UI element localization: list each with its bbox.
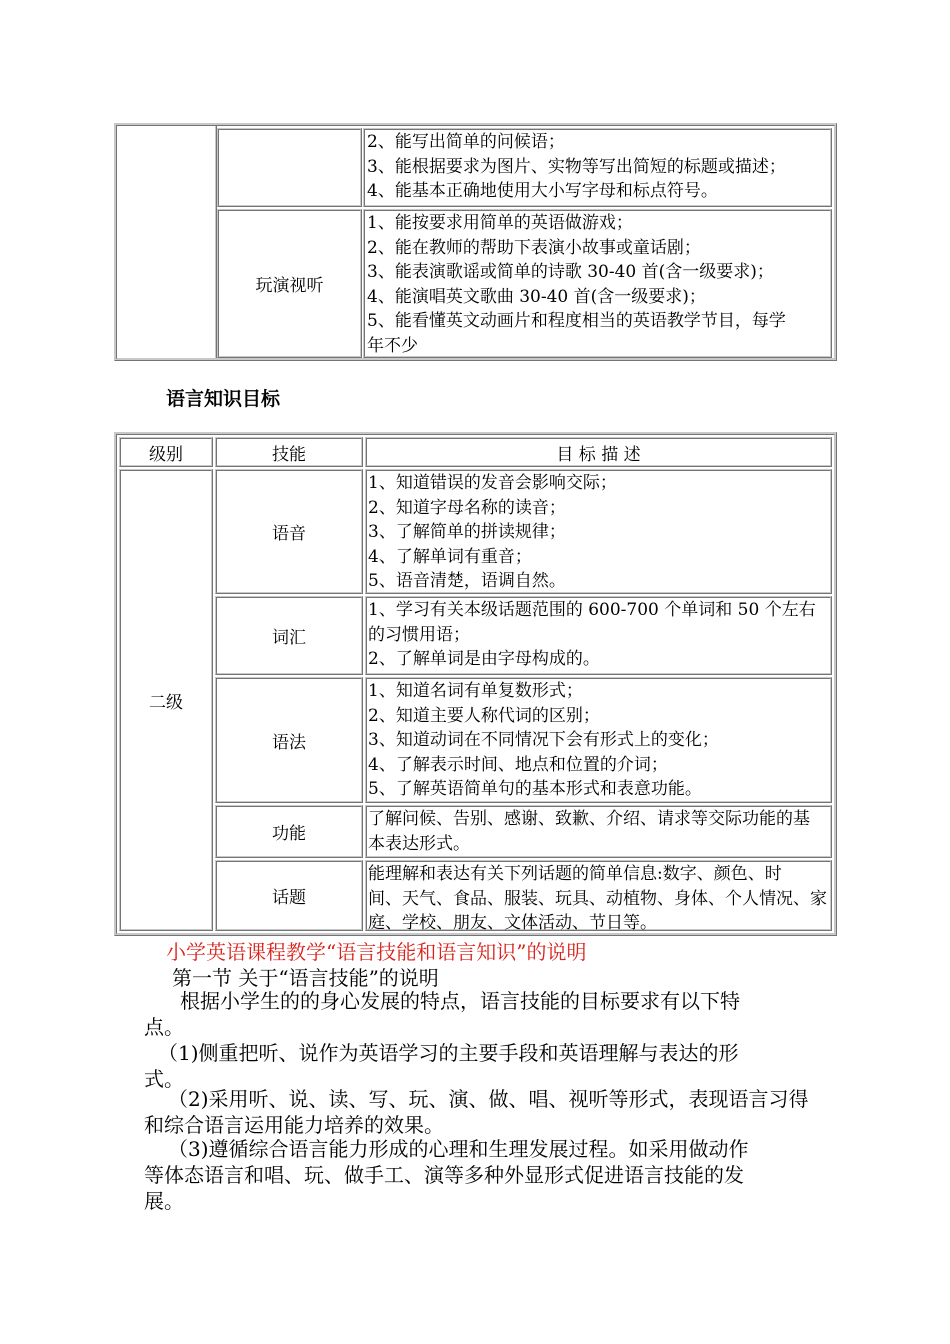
desc-cell-play-act: [363, 209, 832, 358]
language-knowledge-table: [114, 432, 837, 936]
skill-cell-grammar: 语法: [215, 677, 363, 803]
paragraph-point-1: [144, 1040, 810, 1092]
desc-line: 4、能演唱英文歌曲 30-40 首(含一级要求)；: [367, 286, 706, 307]
paragraph-line: 展。: [144, 1189, 184, 1213]
skill-cell-pronunciation: 语音: [215, 469, 363, 594]
level-cell: 二级: [119, 469, 213, 931]
desc-line: 2、知道字母名称的读音；: [368, 497, 566, 518]
desc-line: 1、学习有关本级话题范围的 600-700 个单词和 50 个左右: [368, 600, 816, 620]
desc-line: 2、知道主要人称代词的区别；: [368, 705, 600, 726]
paragraph-line: 等体态语言和唱、玩、做手工、演等多种外显形式促进语言技能的发: [144, 1163, 744, 1187]
desc-line: 3、了解简单的拼读规律；: [368, 522, 566, 542]
desc-line: 2、能写出简单的问候语；: [367, 132, 565, 152]
paragraph-line: （2)采用听、说、读、写、玩、演、做、唱、视听等形式，表现语言习得: [168, 1087, 809, 1111]
desc-cell-topics: [365, 860, 832, 931]
paragraph-line: 点。: [144, 1015, 184, 1039]
skill-cell-play-act: 玩演视听: [217, 209, 362, 358]
desc-line: 3、知道动词在不同情况下会有形式上的变化；: [368, 730, 719, 750]
level-cell: [117, 126, 217, 358]
desc-line: 了解问候、告别、感谢、致歉、介绍、请求等交际功能的基: [368, 809, 810, 829]
skill-cell-writing: [217, 128, 362, 207]
red-section-title: 小学英语课程教学“语言技能和语言知识”的说明: [166, 940, 587, 964]
desc-line: 5、了解英语简单句的基本形式和表意功能。: [368, 779, 702, 799]
desc-line: 1、知道错误的发音会影响交际；: [368, 473, 617, 493]
desc-line: 4、了解单词有重音；: [368, 546, 532, 567]
desc-line: 4、了解表示时间、地点和位置的介词；: [368, 754, 668, 775]
desc-line: 本表达形式。: [368, 833, 470, 854]
skill-cell-function: 功能: [215, 805, 363, 858]
desc-cell-vocabulary: [365, 596, 832, 675]
desc-line: 5、语音清楚，语调自然。: [368, 571, 566, 591]
skill-cell-topics: 话题: [215, 860, 363, 931]
desc-cell-pronunciation: [365, 469, 832, 594]
paragraph-line: （3)遵循综合语言能力形成的心理和生理发展过程。如采用做动作: [168, 1137, 749, 1161]
section-heading: 语言知识目标: [166, 388, 281, 410]
desc-line: 的习惯用语；: [368, 624, 470, 645]
header-skill: 技能: [215, 437, 363, 467]
desc-cell-writing: [363, 128, 832, 207]
section-subtitle: 第一节 关于“语言技能”的说明: [172, 966, 439, 990]
desc-line: 2、能在教师的帮助下表演小故事或童话剧；: [367, 237, 701, 258]
paragraph-line: 和综合语言运用能力培养的效果。: [144, 1113, 444, 1137]
desc-line: 5、能看懂英文动画片和程度相当的英语教学节目，每学: [367, 311, 786, 331]
paragraph-point-3: [144, 1136, 810, 1214]
desc-line: 4、能基本正确地使用大小写字母和标点符号。: [367, 181, 718, 201]
desc-line: 1、知道名词有单复数形式；: [368, 681, 583, 701]
desc-line: 能理解和表达有关下列话题的简单信息:数字、颜色、时: [368, 864, 782, 884]
desc-line: 2、了解单词是由字母构成的。: [368, 649, 600, 669]
paragraph-line: 根据小学生的的身心发展的特点，语言技能的目标要求有以下特: [180, 989, 740, 1013]
desc-line: 3、能根据要求为图片、实物等写出简短的标题或描述；: [367, 156, 786, 177]
skill-cell-vocabulary: 词汇: [215, 596, 363, 675]
paragraph-intro: [144, 988, 810, 1040]
paragraph-line: （1)侧重把听、说作为英语学习的主要手段和英语理解与表达的形: [158, 1041, 739, 1065]
desc-cell-grammar: [365, 677, 832, 803]
desc-line: 年不少: [367, 335, 418, 356]
paragraph-line: 式。: [144, 1067, 184, 1091]
desc-line: 3、能表演歌谣或简单的诗歌 30-40 首(含一级要求)；: [367, 262, 774, 282]
paragraph-point-2: [144, 1086, 810, 1138]
skills-table-continued: [114, 123, 837, 361]
desc-line: 1、能按要求用简单的英语做游戏；: [367, 213, 633, 233]
desc-cell-function: [365, 805, 832, 858]
header-level: 级别: [119, 437, 213, 467]
desc-line: 庭、学校、朋友、文体活动、节日等。: [368, 913, 657, 933]
desc-line: 间、天气、食品、服装、玩具、动植物、身体、个人情况、家: [368, 888, 827, 909]
header-description: 目 标 描 述: [365, 437, 832, 467]
